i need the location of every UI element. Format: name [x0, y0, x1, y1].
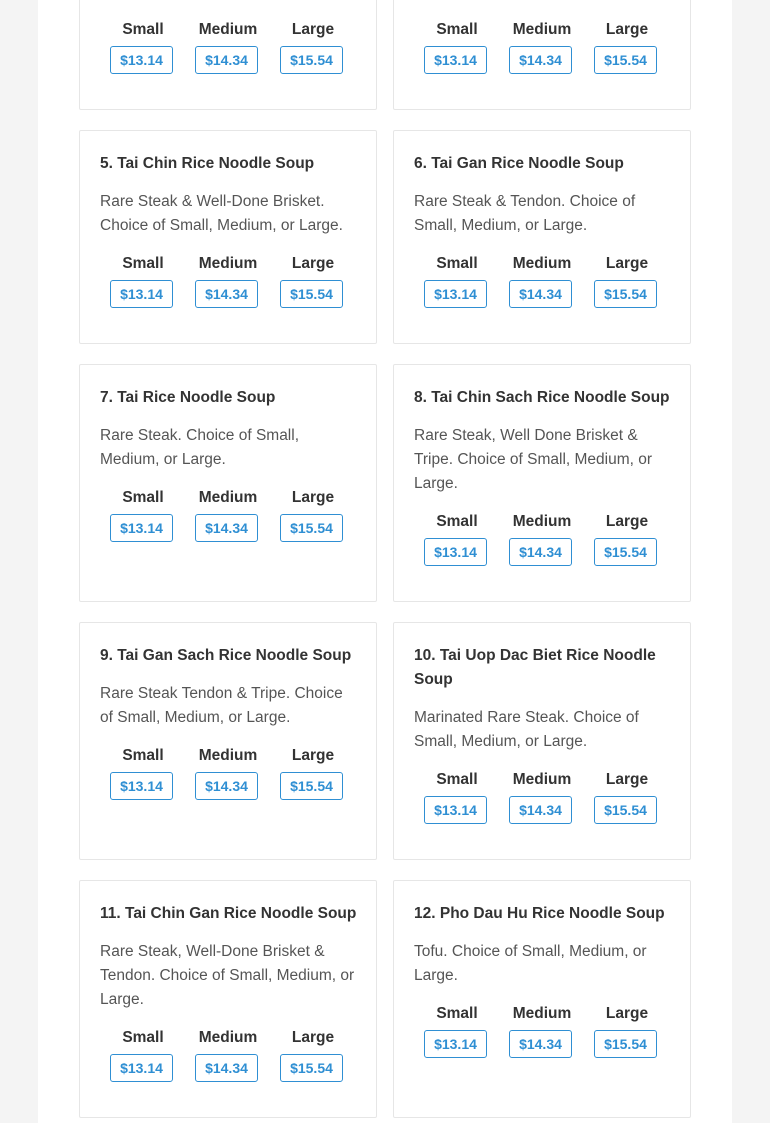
size-label-medium: Medium — [512, 255, 572, 272]
menu-page — [38, 0, 732, 1123]
menu-item-card[interactable] — [393, 130, 691, 344]
price-button-small[interactable]: $13.14 — [110, 280, 173, 308]
price-button-small[interactable]: $13.14 — [424, 1030, 487, 1058]
price-button-small[interactable]: $13.14 — [110, 772, 173, 800]
size-label-large: Large — [605, 513, 649, 530]
menu-item-card[interactable] — [79, 622, 377, 860]
item-description: Rare Steak. Choice of Small, Medium, or Large. — [100, 427, 300, 468]
size-label-medium: Medium — [198, 747, 258, 764]
item-description: Rare Steak & Tendon. Choice of Small, Medium, or Large. — [414, 193, 636, 234]
size-options — [424, 770, 660, 826]
price-button-medium[interactable]: $14.34 — [509, 1030, 572, 1058]
price-button-small[interactable]: $13.14 — [424, 796, 487, 824]
price-button-small[interactable]: $13.14 — [110, 1054, 173, 1082]
item-title: 6. Tai Gan Rice Noodle Soup — [414, 155, 624, 172]
menu-item-card[interactable] — [393, 364, 691, 602]
item-description: Rare Steak & Well-Done Brisket. Choice of Small, Medium, or Large. — [100, 193, 343, 234]
size-options — [110, 488, 346, 544]
size-label-small: Small — [122, 255, 164, 272]
size-label-small: Small — [436, 1005, 478, 1022]
item-description: Rare Steak, Well Done Brisket & Tripe. Choice of Small, Medium, or Large. — [414, 427, 653, 492]
item-title: 12. Pho Dau Hu Rice Noodle Soup — [414, 905, 665, 922]
price-button-medium[interactable]: $14.34 — [195, 772, 258, 800]
menu-item-card[interactable] — [79, 364, 377, 602]
size-label-large: Large — [291, 21, 335, 38]
price-button-large[interactable]: $15.54 — [594, 46, 657, 74]
item-description: Tofu. Choice of Small, Medium, or Large. — [414, 943, 647, 984]
price-button-medium[interactable]: $14.34 — [509, 796, 572, 824]
size-label-small: Small — [436, 21, 478, 38]
size-label-small: Small — [436, 513, 478, 530]
size-label-large: Large — [291, 747, 335, 764]
price-button-large[interactable]: $15.54 — [280, 1054, 343, 1082]
price-button-small[interactable]: $13.14 — [110, 46, 173, 74]
size-label-large: Large — [605, 771, 649, 788]
size-label-small: Small — [436, 771, 478, 788]
price-button-medium[interactable]: $14.34 — [509, 280, 572, 308]
size-options — [424, 254, 660, 310]
size-label-small: Small — [122, 21, 164, 38]
size-label-medium: Medium — [198, 1029, 258, 1046]
item-title: 7. Tai Rice Noodle Soup — [100, 389, 276, 406]
size-label-large: Large — [291, 255, 335, 272]
price-button-small[interactable]: $13.14 — [110, 514, 173, 542]
menu-item-card[interactable] — [393, 880, 691, 1118]
price-button-small[interactable]: $13.14 — [424, 280, 487, 308]
size-label-medium: Medium — [198, 255, 258, 272]
size-options — [424, 512, 660, 568]
size-options — [424, 20, 660, 76]
size-label-medium: Medium — [198, 489, 258, 506]
price-button-medium[interactable]: $14.34 — [509, 538, 572, 566]
size-label-small: Small — [436, 255, 478, 272]
size-label-small: Small — [122, 1029, 164, 1046]
menu-item-card[interactable] — [79, 130, 377, 344]
size-options — [110, 254, 346, 310]
price-button-medium[interactable]: $14.34 — [195, 280, 258, 308]
menu-item-card[interactable] — [393, 0, 691, 110]
size-label-large: Large — [605, 1005, 649, 1022]
price-button-small[interactable]: $13.14 — [424, 46, 487, 74]
menu-item-card[interactable] — [79, 0, 377, 110]
size-label-medium: Medium — [512, 771, 572, 788]
menu-item-card[interactable] — [393, 622, 691, 860]
menu-item-card[interactable] — [79, 880, 377, 1118]
size-options — [110, 746, 346, 802]
size-options — [110, 1028, 346, 1084]
price-button-large[interactable]: $15.54 — [280, 280, 343, 308]
price-button-medium[interactable]: $14.34 — [509, 46, 572, 74]
price-button-large[interactable]: $15.54 — [280, 772, 343, 800]
size-label-small: Small — [122, 747, 164, 764]
item-title: 10. Tai Uop Dac Biet Rice Noodle Soup — [414, 647, 656, 688]
price-button-medium[interactable]: $14.34 — [195, 1054, 258, 1082]
item-title: 8. Tai Chin Sach Rice Noodle Soup — [414, 389, 670, 406]
size-label-medium: Medium — [198, 21, 258, 38]
size-label-large: Large — [291, 1029, 335, 1046]
item-description: Rare Steak Tendon & Tripe. Choice of Small, Medium, or Large. — [100, 685, 343, 726]
item-description: Rare Steak, Well-Done Brisket & Tendon. Choice of Small, Medium, or Large. — [100, 943, 355, 1008]
size-options — [424, 1004, 660, 1060]
size-label-medium: Medium — [512, 21, 572, 38]
size-label-large: Large — [605, 255, 649, 272]
price-button-large[interactable]: $15.54 — [594, 280, 657, 308]
price-button-large[interactable]: $15.54 — [594, 538, 657, 566]
size-label-medium: Medium — [512, 1005, 572, 1022]
price-button-large[interactable]: $15.54 — [280, 514, 343, 542]
price-button-large[interactable]: $15.54 — [594, 796, 657, 824]
size-label-large: Large — [291, 489, 335, 506]
size-label-medium: Medium — [512, 513, 572, 530]
price-button-medium[interactable]: $14.34 — [195, 46, 258, 74]
item-title: 9. Tai Gan Sach Rice Noodle Soup — [100, 647, 352, 664]
item-title: 5. Tai Chin Rice Noodle Soup — [100, 155, 315, 172]
size-options — [110, 20, 346, 76]
item-title: 11. Tai Chin Gan Rice Noodle Soup — [100, 905, 357, 922]
size-label-small: Small — [122, 489, 164, 506]
price-button-large[interactable]: $15.54 — [594, 1030, 657, 1058]
price-button-small[interactable]: $13.14 — [424, 538, 487, 566]
price-button-large[interactable]: $15.54 — [280, 46, 343, 74]
size-label-large: Large — [605, 21, 649, 38]
item-description: Marinated Rare Steak. Choice of Small, Medium, or Large. — [414, 709, 639, 750]
price-button-medium[interactable]: $14.34 — [195, 514, 258, 542]
